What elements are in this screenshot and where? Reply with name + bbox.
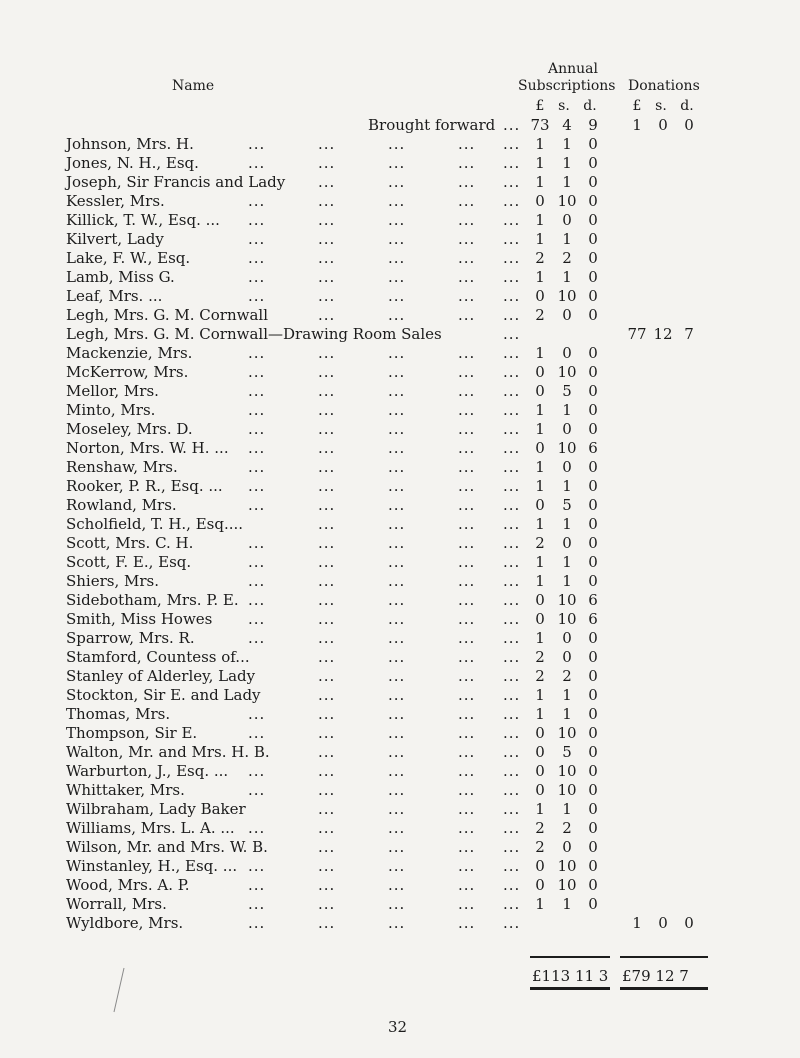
name-column-header: Name (172, 78, 215, 94)
subscription-shillings: 1 (562, 515, 572, 533)
subscriber-name: Sparrow, Mrs. R. (66, 629, 195, 647)
subscription-pence: 6 (588, 591, 598, 609)
shilling-unit: s. (558, 98, 570, 114)
ledger-row: Killick, T. W., Esq. ... ... ... ... ... ... 1 0 0 (0, 211, 800, 230)
subscription-pence: 0 (588, 762, 598, 780)
ledger-row: Kessler, Mrs. ... ... ... ... ... 0 10 0 (0, 192, 800, 211)
subscription-pounds: 1 (535, 800, 545, 818)
subscription-pounds: 0 (535, 591, 545, 609)
ledger-row: Mellor, Mrs. ... ... ... ... ... 0 5 0 (0, 382, 800, 401)
subscriber-name: Kessler, Mrs. (66, 192, 165, 210)
subscription-pounds: 1 (535, 173, 545, 191)
subscriptions-total-rule-bottom (530, 987, 610, 990)
subscription-pounds: 2 (535, 819, 545, 837)
ledger-row: Moseley, Mrs. D. ... ... ... ... ... 1 0 0 (0, 420, 800, 439)
subscriber-name: Warburton, J., Esq. ... (66, 762, 229, 780)
subscription-shillings: 2 (562, 249, 572, 267)
subscription-shillings: 10 (557, 439, 577, 457)
subscription-shillings: 0 (562, 344, 572, 362)
subscription-shillings: 5 (562, 382, 572, 400)
subscription-pence: 0 (588, 895, 598, 913)
subscription-pounds: 1 (535, 553, 545, 571)
subscription-pounds: 2 (535, 667, 545, 685)
subscription-pence: 0 (588, 192, 598, 210)
subscription-pence: 0 (588, 420, 598, 438)
subscription-pence: 0 (588, 857, 598, 875)
ledger-row: Minto, Mrs. ... ... ... ... ... 1 1 0 (0, 401, 800, 420)
subscription-pence: 0 (588, 534, 598, 552)
donation-shillings: 0 (658, 914, 668, 932)
subscription-pounds: 0 (535, 287, 545, 305)
subscription-pounds: 1 (535, 629, 545, 647)
subscription-shillings: 2 (562, 819, 572, 837)
subscription-pounds: 0 (535, 743, 545, 761)
subscription-shillings: 5 (562, 496, 572, 514)
subscription-shillings: 10 (557, 610, 577, 628)
ledger-row: Stanley of Alderley, Lady ... ... ... ... 2 2 0 (0, 667, 800, 686)
ledger-row: Warburton, J., Esq. ... ... ... ... ... ... 0 10 0 (0, 762, 800, 781)
subscriber-name: McKerrow, Mrs. (66, 363, 189, 381)
subscription-shillings: 0 (562, 534, 572, 552)
subscription-pence: 0 (588, 629, 598, 647)
subscriber-name: Wilbraham, Lady Baker (66, 800, 246, 818)
subscription-pounds: 0 (535, 724, 545, 742)
subscription-shillings: 1 (562, 686, 572, 704)
ledger-row: Scholfield, T. H., Esq.... ... ... ... ... 1 1 0 (0, 515, 800, 534)
donations-total: £79 12 7 (622, 967, 689, 985)
subscriber-name: Kilvert, Lady (66, 230, 164, 248)
subscriber-name: Wood, Mrs. A. P. (66, 876, 190, 894)
ledger-row: Smith, Miss Howes ... ... ... ... ... 0 10 6 (0, 610, 800, 629)
subscription-shillings: 10 (557, 762, 577, 780)
subscription-pence: 0 (588, 230, 598, 248)
subscription-shillings: 1 (562, 895, 572, 913)
subscription-pence: 0 (588, 477, 598, 495)
pound-unit: £ (632, 98, 642, 114)
subscription-shillings: 10 (557, 363, 577, 381)
subscription-pounds: 2 (535, 306, 545, 324)
subscription-pence: 6 (588, 610, 598, 628)
subscription-shillings: 1 (562, 230, 572, 248)
subscriber-name: Johnson, Mrs. H. (66, 135, 194, 153)
ledger-row: Johnson, Mrs. H. ... ... ... ... ... 1 1 0 (0, 135, 800, 154)
subscription-pence: 0 (588, 382, 598, 400)
ledger-row: Wyldbore, Mrs. ... ... ... ... ... 1 0 0 (0, 914, 800, 933)
subscriptions-units (529, 98, 603, 114)
shilling-unit: s. (655, 98, 667, 114)
ledger-row: Renshaw, Mrs. ... ... ... ... ... 1 0 0 (0, 458, 800, 477)
subscription-pence: 0 (588, 211, 598, 229)
subscriptions-total-rule-top (530, 956, 610, 958)
subscriber-name: Whittaker, Mrs. (66, 781, 185, 799)
subscriber-name: Norton, Mrs. W. H. ... (66, 439, 229, 457)
subscription-pounds: 0 (535, 781, 545, 799)
ledger-row: Winstanley, H., Esq. ... ... ... ... ... ... 0 10 0 (0, 857, 800, 876)
pence-unit: d. (583, 98, 597, 114)
subscription-shillings: 0 (562, 420, 572, 438)
subscriber-name: Mellor, Mrs. (66, 382, 159, 400)
ledger-row: Lamb, Miss G. ... ... ... ... ... 1 1 0 (0, 268, 800, 287)
ledger-row: Shiers, Mrs. ... ... ... ... ... 1 1 0 (0, 572, 800, 591)
subscriber-name: Legh, Mrs. G. M. Cornwall (66, 306, 268, 324)
ledger-row: Whittaker, Mrs. ... ... ... ... ... 0 10 0 (0, 781, 800, 800)
ledger-row: Scott, F. E., Esq. ... ... ... ... ... 1 1 0 (0, 553, 800, 572)
ledger-row: Stamford, Countess of... ... ... ... ... 2 0 0 (0, 648, 800, 667)
subscription-pounds: 1 (535, 344, 545, 362)
subscription-pounds: 0 (535, 876, 545, 894)
subscription-shillings: 1 (562, 572, 572, 590)
subscriber-name: Lake, F. W., Esq. (66, 249, 191, 267)
subscription-pence: 0 (588, 287, 598, 305)
subscriber-name: Thomas, Mrs. (66, 705, 171, 723)
ledger-row: McKerrow, Mrs. ... ... ... ... ... 0 10 0 (0, 363, 800, 382)
subscriber-name: Scholfield, T. H., Esq.... (66, 515, 244, 533)
subscription-pence: 0 (588, 268, 598, 286)
subscriber-name: Shiers, Mrs. (66, 572, 160, 590)
subscription-pence: 0 (588, 363, 598, 381)
subscription-shillings: 2 (562, 667, 572, 685)
subscriptions-header-line-2: Subscriptions (518, 78, 616, 94)
bf-sub-pounds: 73 (530, 116, 550, 134)
subscription-pounds: 0 (535, 496, 545, 514)
subscription-shillings: 10 (557, 287, 577, 305)
ledger-row: Williams, Mrs. L. A. ... ... ... ... ... ... 2 2 0 (0, 819, 800, 838)
bf-don-pounds: 1 (632, 116, 642, 134)
ledger-row: Worrall, Mrs. ... ... ... ... ... 1 1 0 (0, 895, 800, 914)
subscription-shillings: 10 (557, 192, 577, 210)
subscription-pence: 0 (588, 249, 598, 267)
subscription-pounds: 1 (535, 268, 545, 286)
subscription-shillings: 10 (557, 781, 577, 799)
ledger-row: Stockton, Sir E. and Lady ... ... ... ... 1 1 0 (0, 686, 800, 705)
subscription-pounds: 1 (535, 154, 545, 172)
subscription-pence: 0 (588, 344, 598, 362)
subscription-shillings: 10 (557, 591, 577, 609)
subscription-shillings: 0 (562, 306, 572, 324)
subscription-pence: 0 (588, 306, 598, 324)
subscription-shillings: 0 (562, 629, 572, 647)
ledger-row: Norton, Mrs. W. H. ... ... ... ... ... ... 0 10 6 (0, 439, 800, 458)
donation-pence: 0 (684, 914, 694, 932)
subscriptions-header-line-1: Annual (548, 61, 598, 77)
subscription-pounds: 1 (535, 230, 545, 248)
brought-forward-row (0, 116, 800, 135)
subscription-pence: 0 (588, 686, 598, 704)
subscription-pence: 0 (588, 819, 598, 837)
ledger-row: Wood, Mrs. A. P. ... ... ... ... ... 0 10 0 (0, 876, 800, 895)
subscription-shillings: 1 (562, 553, 572, 571)
donations-header: Donations (628, 78, 700, 94)
subscription-pence: 0 (588, 553, 598, 571)
leader-dots: ... (503, 325, 521, 343)
subscription-shillings: 1 (562, 705, 572, 723)
subscriber-name: Sidebotham, Mrs. P. E. (66, 591, 239, 609)
ledger-row: Lake, F. W., Esq. ... ... ... ... ... 2 2 0 (0, 249, 800, 268)
subscriber-name: Williams, Mrs. L. A. ... (66, 819, 235, 837)
ledger-row: Rooker, P. R., Esq. ... ... ... ... ... ... 1 1 0 (0, 477, 800, 496)
subscription-pounds: 1 (535, 401, 545, 419)
donations-total-rule-bottom (620, 987, 708, 990)
subscription-pounds: 1 (535, 211, 545, 229)
donation-shillings: 12 (653, 325, 673, 343)
subscription-pounds: 2 (535, 249, 545, 267)
subscriber-name: Worrall, Mrs. (66, 895, 167, 913)
ledger-row: Kilvert, Lady ... ... ... ... ... 1 1 0 (0, 230, 800, 249)
subscription-pounds: 1 (535, 515, 545, 533)
donation-pounds: 1 (632, 914, 642, 932)
subscription-pounds: 0 (535, 363, 545, 381)
ledger-row: Scott, Mrs. C. H. ... ... ... ... ... 2 0 0 (0, 534, 800, 553)
subscription-pence: 0 (588, 705, 598, 723)
subscription-pounds: 1 (535, 458, 545, 476)
bf-don-pence: 0 (684, 116, 694, 134)
subscriber-name: Mackenzie, Mrs. (66, 344, 193, 362)
subscriber-name: Legh, Mrs. G. M. Cornwall—Drawing Room Sales (66, 325, 442, 343)
pence-unit: d. (680, 98, 694, 114)
subscription-shillings: 0 (562, 458, 572, 476)
ledger-row: Mackenzie, Mrs. ... ... ... ... ... 1 0 0 (0, 344, 800, 363)
ledger-row: Thompson, Sir E. ... ... ... ... ... 0 10 0 (0, 724, 800, 743)
subscription-pence: 0 (588, 572, 598, 590)
page-number: 32 (388, 1018, 408, 1036)
subscription-pounds: 0 (535, 439, 545, 457)
subscription-pounds: 0 (535, 762, 545, 780)
subscription-pence: 6 (588, 439, 598, 457)
subscription-pence: 0 (588, 173, 598, 191)
subscriber-name: Stamford, Countess of... (66, 648, 250, 666)
subscriber-name: Stanley of Alderley, Lady (66, 667, 256, 685)
subscription-shillings: 1 (562, 135, 572, 153)
ledger-row: Leaf, Mrs. ... ... ... ... ... ... 0 10 0 (0, 287, 800, 306)
ledger-row: Legh, Mrs. G. M. Cornwall ... ... ... ... 2 0 0 (0, 306, 800, 325)
subscriber-name: Leaf, Mrs. ... (66, 287, 163, 305)
subscriber-name: Lamb, Miss G. (66, 268, 175, 286)
ledger-row: Wilbraham, Lady Baker ... ... ... ... 1 1 0 (0, 800, 800, 819)
leader-dots: ... (503, 116, 521, 134)
subscription-shillings: 10 (557, 876, 577, 894)
subscription-pence: 0 (588, 667, 598, 685)
subscription-pounds: 1 (535, 477, 545, 495)
subscriber-name: Stockton, Sir E. and Lady (66, 686, 261, 704)
pound-unit: £ (535, 98, 545, 114)
ledger-row: Walton, Mr. and Mrs. H. B. ... ... ... ... 0 5 0 (0, 743, 800, 762)
subscription-pence: 0 (588, 781, 598, 799)
subscription-pounds: 1 (535, 135, 545, 153)
subscription-pence: 0 (588, 496, 598, 514)
subscriber-name: Scott, F. E., Esq. (66, 553, 192, 571)
bf-don-shillings: 0 (658, 116, 668, 134)
ledger-row: Rowland, Mrs. ... ... ... ... ... 0 5 0 (0, 496, 800, 515)
subscription-pence: 0 (588, 800, 598, 818)
subscription-pence: 0 (588, 648, 598, 666)
subscription-pounds: 0 (535, 192, 545, 210)
subscriber-name: Joseph, Sir Francis and Lady (66, 173, 286, 191)
subscriber-name: Walton, Mr. and Mrs. H. B. (66, 743, 270, 761)
bf-sub-shillings: 4 (562, 116, 572, 134)
subscriber-name: Thompson, Sir E. (66, 724, 198, 742)
subscription-pounds: 1 (535, 686, 545, 704)
ledger-row: Thomas, Mrs. ... ... ... ... ... 1 1 0 (0, 705, 800, 724)
subscriber-name: Killick, T. W., Esq. ... (66, 211, 220, 229)
subscription-pence: 0 (588, 515, 598, 533)
subscription-shillings: 0 (562, 211, 572, 229)
subscriber-name: Minto, Mrs. (66, 401, 156, 419)
subscription-pence: 0 (588, 838, 598, 856)
subscriber-name: Wilson, Mr. and Mrs. W. B. (66, 838, 268, 856)
subscription-shillings: 0 (562, 838, 572, 856)
subscription-pounds: 0 (535, 382, 545, 400)
subscription-pounds: 2 (535, 838, 545, 856)
ledger-row: Wilson, Mr. and Mrs. W. B. ... ... ... ... 2 0 0 (0, 838, 800, 857)
donations-units (626, 98, 700, 114)
subscription-shillings: 1 (562, 154, 572, 172)
subscription-pence: 0 (588, 154, 598, 172)
subscription-pence: 0 (588, 401, 598, 419)
ledger-row: Sparrow, Mrs. R. ... ... ... ... ... 1 0 0 (0, 629, 800, 648)
subscriber-name: Smith, Miss Howes (66, 610, 213, 628)
subscriber-name: Renshaw, Mrs. (66, 458, 178, 476)
subscription-pounds: 0 (535, 857, 545, 875)
subscription-shillings: 1 (562, 401, 572, 419)
subscription-pence: 0 (588, 724, 598, 742)
subscription-pence: 0 (588, 743, 598, 761)
donations-total-rule-top (620, 956, 708, 958)
bf-sub-pence: 9 (588, 116, 598, 134)
subscription-pounds: 1 (535, 895, 545, 913)
subscriber-name: Winstanley, H., Esq. ... (66, 857, 238, 875)
subscription-pounds: 2 (535, 648, 545, 666)
subscription-pence: 0 (588, 876, 598, 894)
subscription-shillings: 1 (562, 477, 572, 495)
subscription-shillings: 0 (562, 648, 572, 666)
subscription-pounds: 0 (535, 610, 545, 628)
subscription-pounds: 1 (535, 572, 545, 590)
donation-pence: 7 (684, 325, 694, 343)
subscription-shillings: 1 (562, 800, 572, 818)
subscription-pence: 0 (588, 458, 598, 476)
subscription-shillings: 1 (562, 268, 572, 286)
subscriber-name: Wyldbore, Mrs. (66, 914, 184, 932)
donation-pounds: 77 (627, 325, 647, 343)
subscription-pounds: 2 (535, 534, 545, 552)
subscriber-name: Moseley, Mrs. D. (66, 420, 193, 438)
subscription-pence: 0 (588, 135, 598, 153)
subscription-pounds: 1 (535, 420, 545, 438)
ledger-row (0, 325, 800, 344)
pencil-mark (112, 966, 126, 1016)
subscriber-name: Rooker, P. R., Esq. ... (66, 477, 223, 495)
subscription-shillings: 10 (557, 857, 577, 875)
brought-forward-label: Brought forward (368, 116, 496, 134)
subscriptions-total: £113 11 3 (532, 967, 609, 985)
subscription-pounds: 1 (535, 705, 545, 723)
subscription-shillings: 5 (562, 743, 572, 761)
ledger-row: Jones, N. H., Esq. ... ... ... ... ... 1 1 0 (0, 154, 800, 173)
subscriber-name: Scott, Mrs. C. H. (66, 534, 194, 552)
subscriber-name: Jones, N. H., Esq. (66, 154, 199, 172)
subscription-shillings: 1 (562, 173, 572, 191)
subscriber-name: Rowland, Mrs. (66, 496, 177, 514)
subscription-shillings: 10 (557, 724, 577, 742)
ledger-row: Sidebotham, Mrs. P. E. ... ... ... ... ... 0 10 6 (0, 591, 800, 610)
ledger-row: Joseph, Sir Francis and Lady ... ... ... ... 1 1 0 (0, 173, 800, 192)
